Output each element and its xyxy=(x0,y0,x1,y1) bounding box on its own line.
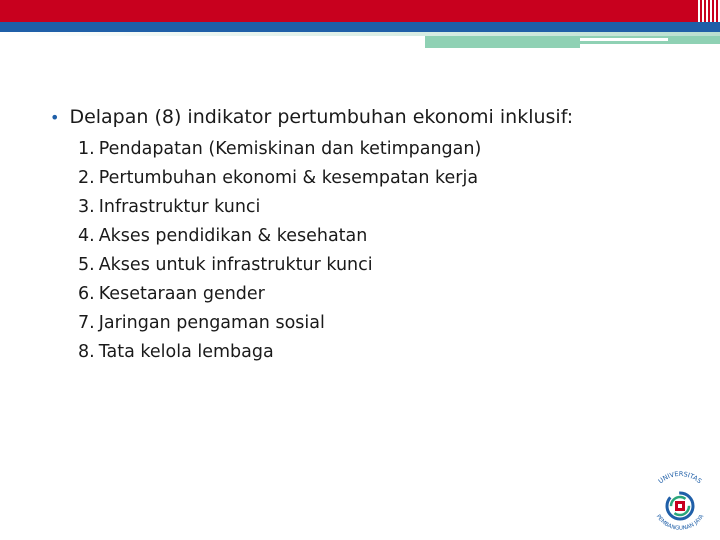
indicator-list xyxy=(50,135,690,367)
list-item-number: 8. xyxy=(78,342,95,362)
list-item xyxy=(78,251,690,280)
list-item-number: 5. xyxy=(78,255,95,275)
bullet-heading xyxy=(50,100,690,135)
list-item-text: Akses untuk infrastruktur kunci xyxy=(98,255,373,275)
list-item-number: 1. xyxy=(78,139,95,159)
list-item xyxy=(78,309,690,338)
list-item-text: Akses pendidikan & kesehatan xyxy=(98,226,368,246)
banner-green-underline xyxy=(425,44,580,48)
banner-red-bar xyxy=(0,0,696,22)
logo-bottom-text: PEMBANGUNAN JAYA xyxy=(654,513,706,532)
university-logo xyxy=(640,460,720,540)
list-item-text: Kesetaraan gender xyxy=(98,284,265,304)
list-item xyxy=(78,222,690,251)
list-item xyxy=(78,280,690,309)
list-item-text: Pendapatan (Kemiskinan dan ketimpangan) xyxy=(98,139,482,159)
list-item xyxy=(78,193,690,222)
list-item-text: Tata kelola lembaga xyxy=(98,342,274,362)
list-item-number: 3. xyxy=(78,197,95,217)
logo-center-dot xyxy=(678,504,682,508)
list-item xyxy=(78,135,690,164)
banner-stripes xyxy=(696,0,720,22)
list-item-number: 2. xyxy=(78,168,95,188)
bullet-icon: • xyxy=(50,108,60,127)
list-item-number: 4. xyxy=(78,226,95,246)
list-item xyxy=(78,338,690,367)
logo-top-text: UNIVERSITAS xyxy=(656,469,704,486)
banner-green-block xyxy=(425,36,720,44)
banner-blue-bar xyxy=(0,22,720,32)
slide-content xyxy=(50,100,690,367)
list-item-text: Pertumbuhan ekonomi & kesempatan kerja xyxy=(98,168,479,188)
list-item-text: Jaringan pengaman sosial xyxy=(98,313,325,333)
list-item-text: Infrastruktur kunci xyxy=(98,197,261,217)
list-item-number: 7. xyxy=(78,313,95,333)
heading-text: Delapan (8) indikator pertumbuhan ekonomi inklusif: xyxy=(69,106,574,128)
list-item-number: 6. xyxy=(78,284,95,304)
banner-white-notch xyxy=(580,38,668,41)
list-item xyxy=(78,164,690,193)
